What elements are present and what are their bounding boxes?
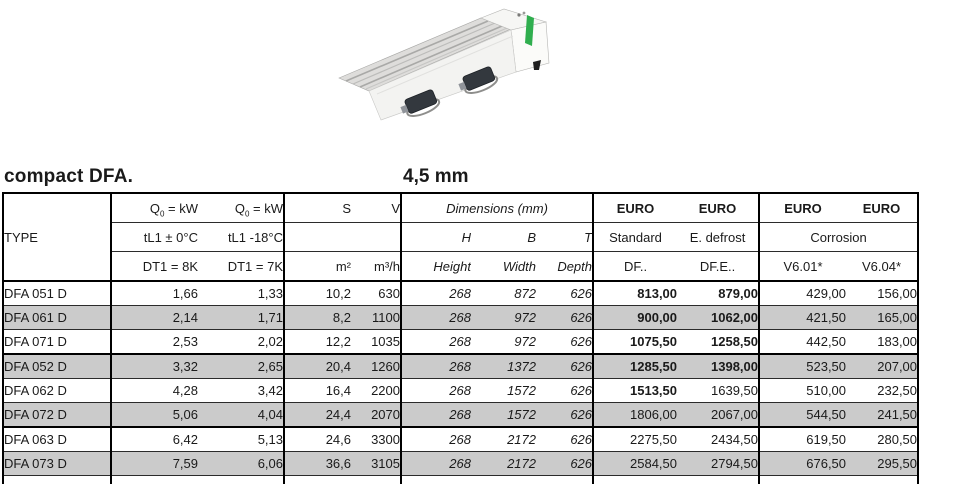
q0-0c-cell: 3,32 (111, 354, 198, 379)
corrosion-v604-cell: 183,00 (846, 330, 918, 355)
price-standard-cell: 813,00 (593, 281, 677, 306)
q0-0c-cell: 6,42 (111, 427, 198, 452)
width-cell: 2172 (471, 427, 536, 452)
q0-condition-header-1: tL1 ± 0°C (111, 223, 198, 252)
surface-cell: 20,4 (284, 354, 351, 379)
euro-header-v604: EURO (846, 193, 918, 223)
fin-spacing-label: 4,5 mm (403, 166, 468, 188)
price-edefrost-cell: 1639,50 (677, 379, 759, 403)
table-row (3, 306, 918, 330)
airflow-cell: 3300 (351, 427, 401, 452)
empty-cell (351, 223, 401, 252)
height-cell: 268 (401, 281, 471, 306)
airflow-cell: 3105 (351, 452, 401, 476)
width-header: Width (471, 252, 536, 282)
surface-unit-header: m² (284, 252, 351, 282)
airflow-cell: 1260 (351, 354, 401, 379)
height-cell: 268 (401, 427, 471, 452)
q0-0c-cell: 2,53 (111, 330, 198, 355)
type-cell: DFA 072 D (3, 403, 111, 428)
table-row (3, 330, 918, 355)
page-title: compact DFA. (4, 166, 133, 188)
airflow-cell: 2070 (351, 403, 401, 428)
type-cell: DFA 062 D (3, 379, 111, 403)
q0-0c-cell: 1,66 (111, 281, 198, 306)
table-row (3, 354, 918, 379)
clipped-row (3, 476, 918, 484)
price-edefrost-cell: 2794,50 (677, 452, 759, 476)
airflow-header: V (351, 193, 401, 223)
price-edefrost-cell: 1258,50 (677, 330, 759, 355)
width-cell: 872 (471, 281, 536, 306)
type-cell: DFA 063 D (3, 427, 111, 452)
spec-price-table (2, 192, 919, 484)
table-row (3, 427, 918, 452)
price-edefrost-cell: 879,00 (677, 281, 759, 306)
height-cell: 268 (401, 354, 471, 379)
corrosion-v604-cell: 165,00 (846, 306, 918, 330)
euro-header-v601: EURO (759, 193, 846, 223)
dt1-header-2: DT1 = 7K (198, 252, 284, 282)
height-header: Height (401, 252, 471, 282)
depth-cell: 626 (536, 403, 593, 428)
price-standard-cell: 1513,50 (593, 379, 677, 403)
width-cell: 1372 (471, 354, 536, 379)
corrosion-group-header: Corrosion (759, 223, 918, 252)
depth-cell: 626 (536, 452, 593, 476)
q0-0c-cell: 2,14 (111, 306, 198, 330)
height-cell: 268 (401, 330, 471, 355)
q0-condition-header-2: tL1 -18°C (198, 223, 284, 252)
surface-cell: 16,4 (284, 379, 351, 403)
table-row (3, 379, 918, 403)
price-edefrost-cell: 1398,00 (677, 354, 759, 379)
height-cell: 268 (401, 452, 471, 476)
q0-0c-cell: 5,06 (111, 403, 198, 428)
airflow-cell: 2200 (351, 379, 401, 403)
df-code-header: DF.. (593, 252, 677, 282)
type-cell: DFA 052 D (3, 354, 111, 379)
price-standard-cell: 1285,50 (593, 354, 677, 379)
width-cell: 972 (471, 306, 536, 330)
price-edefrost-cell: 1062,00 (677, 306, 759, 330)
height-cell: 268 (401, 379, 471, 403)
corrosion-v601-cell: 442,50 (759, 330, 846, 355)
depth-cell: 626 (536, 354, 593, 379)
q0-m18c-cell: 5,13 (198, 427, 284, 452)
q0-m18c-cell: 6,06 (198, 452, 284, 476)
type-cell: DFA 071 D (3, 330, 111, 355)
corrosion-v601-cell: 510,00 (759, 379, 846, 403)
price-standard-cell: 2584,50 (593, 452, 677, 476)
corrosion-v601-cell: 544,50 (759, 403, 846, 428)
width-cell: 2172 (471, 452, 536, 476)
corrosion-v601-cell: 676,50 (759, 452, 846, 476)
empty-cell (284, 223, 351, 252)
euro-header-edefrost: EURO (677, 193, 759, 223)
dim-b-header: B (471, 223, 536, 252)
corrosion-v601-cell: 421,50 (759, 306, 846, 330)
corrosion-v604-cell: 241,50 (846, 403, 918, 428)
depth-cell: 626 (536, 427, 593, 452)
price-standard-cell: 1806,00 (593, 403, 677, 428)
corrosion-v604-cell: 232,50 (846, 379, 918, 403)
depth-header: Depth (536, 252, 593, 282)
title-bar (4, 166, 934, 190)
airflow-cell: 630 (351, 281, 401, 306)
type-cell: DFA 061 D (3, 306, 111, 330)
corrosion-v604-cell: 295,50 (846, 452, 918, 476)
table-row (3, 403, 918, 428)
q0-m18c-cell: 2,02 (198, 330, 284, 355)
table-row (3, 281, 918, 306)
depth-cell: 626 (536, 306, 593, 330)
surface-cell: 10,2 (284, 281, 351, 306)
price-standard-header: Standard (593, 223, 677, 252)
dt1-header-1: DT1 = 8K (111, 252, 198, 282)
corrosion-v601-cell: 523,50 (759, 354, 846, 379)
surface-cell: 36,6 (284, 452, 351, 476)
width-cell: 1572 (471, 403, 536, 428)
q0-0c-cell: 7,59 (111, 452, 198, 476)
dimensions-group-header: Dimensions (mm) (401, 193, 593, 223)
q0-0c-cell: 4,28 (111, 379, 198, 403)
depth-cell: 626 (536, 330, 593, 355)
price-edefrost-cell: 2067,00 (677, 403, 759, 428)
surface-header: S (284, 193, 351, 223)
corrosion-v604-cell: 280,50 (846, 427, 918, 452)
v601-header: V6.01* (759, 252, 846, 282)
depth-cell: 626 (536, 379, 593, 403)
price-edefrost-header: E. defrost (677, 223, 759, 252)
airflow-unit-header: m³/h (351, 252, 401, 282)
surface-cell: 24,6 (284, 427, 351, 452)
width-cell: 972 (471, 330, 536, 355)
price-standard-cell: 2275,50 (593, 427, 677, 452)
corrosion-v601-cell: 429,00 (759, 281, 846, 306)
dim-h-header: H (401, 223, 471, 252)
surface-cell: 24,4 (284, 403, 351, 428)
surface-cell: 8,2 (284, 306, 351, 330)
q0-m18c-cell: 1,33 (198, 281, 284, 306)
q0-kw-header-1: $Q_0$ = kW (111, 193, 198, 223)
width-cell: 1572 (471, 379, 536, 403)
airflow-cell: 1035 (351, 330, 401, 355)
dfe-code-header: DF.E.. (677, 252, 759, 282)
product-image-air-cooler (333, 0, 585, 126)
corrosion-v604-cell: 156,00 (846, 281, 918, 306)
q0-m18c-cell: 4,04 (198, 403, 284, 428)
corrosion-v601-cell: 619,50 (759, 427, 846, 452)
q0-m18c-cell: 1,71 (198, 306, 284, 330)
q0-m18c-cell: 3,42 (198, 379, 284, 403)
type-cell: DFA 073 D (3, 452, 111, 476)
v604-header: V6.04* (846, 252, 918, 282)
height-cell: 268 (401, 403, 471, 428)
airflow-cell: 1100 (351, 306, 401, 330)
surface-cell: 12,2 (284, 330, 351, 355)
q0-kw-header-2: $Q_0$ = kW (198, 193, 284, 223)
price-standard-cell: 900,00 (593, 306, 677, 330)
height-cell: 268 (401, 306, 471, 330)
q0-m18c-cell: 2,65 (198, 354, 284, 379)
type-cell: DFA 051 D (3, 281, 111, 306)
price-standard-cell: 1075,50 (593, 330, 677, 355)
price-edefrost-cell: 2434,50 (677, 427, 759, 452)
type-column-header: TYPE (3, 193, 111, 281)
euro-header-standard: EURO (593, 193, 677, 223)
dim-t-header: T (536, 223, 593, 252)
corrosion-v604-cell: 207,00 (846, 354, 918, 379)
depth-cell: 626 (536, 281, 593, 306)
